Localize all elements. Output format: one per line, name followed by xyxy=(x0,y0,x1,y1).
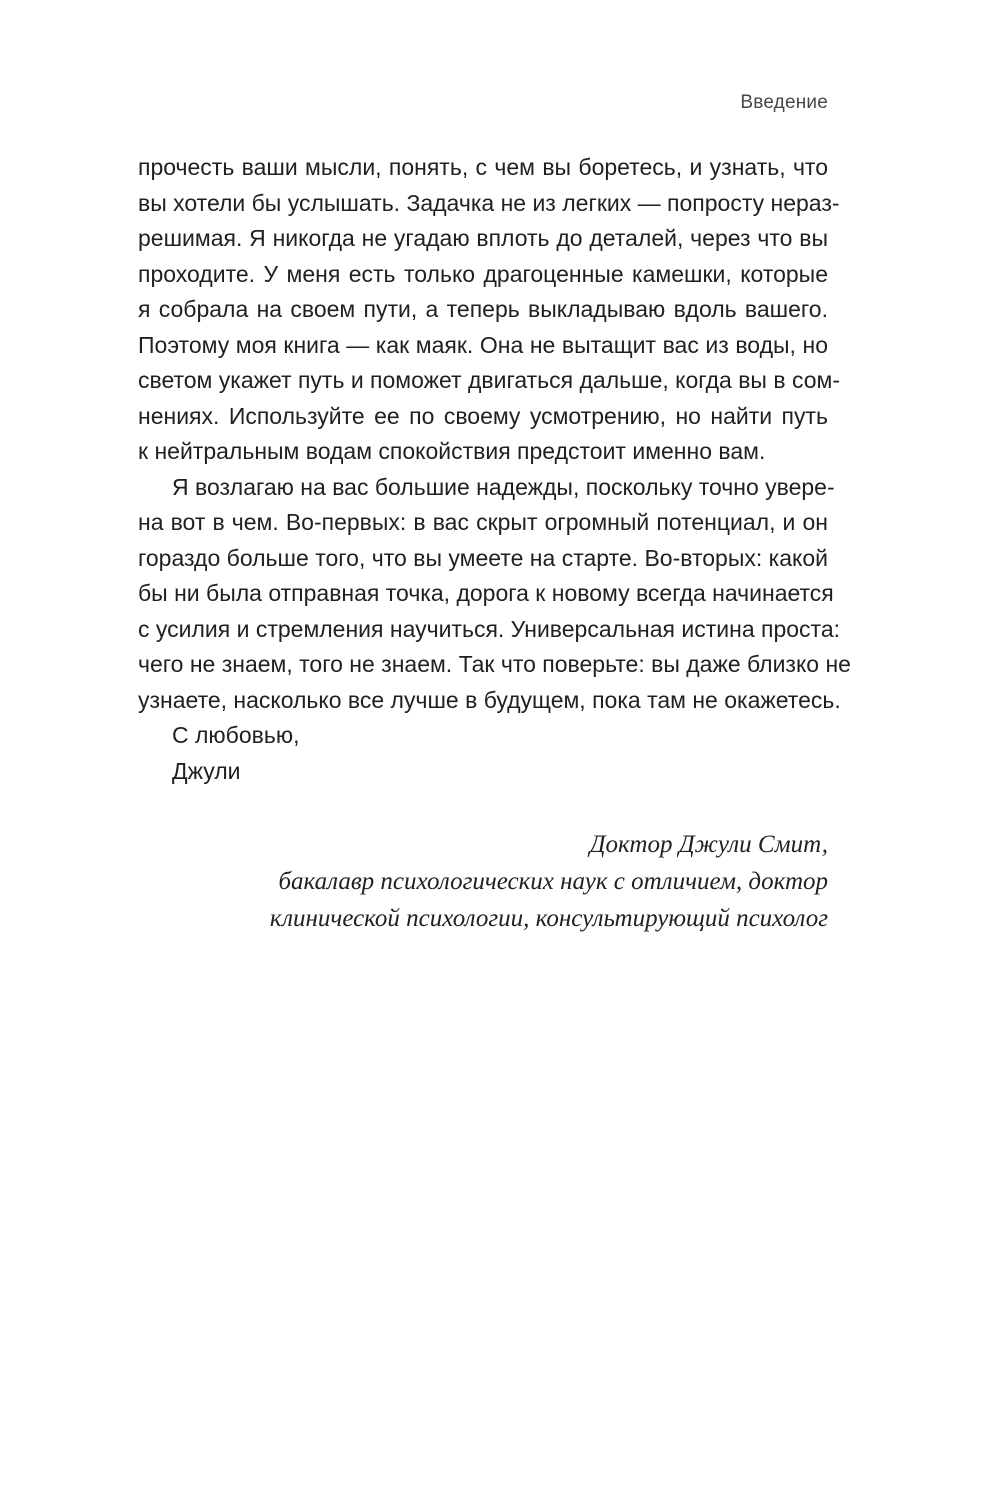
text-line: нениях. Используйте ее по своему усмотрению, но найти путь xyxy=(138,402,828,429)
text-line: светом укажет путь и поможет двигаться дальше, когда вы в сом- xyxy=(138,367,840,393)
text-line: я собрала на своем пути, а теперь выкладываю вдоль вашего. xyxy=(138,296,828,322)
text-line: проходите. У меня есть только драгоценные камешки, которые xyxy=(138,260,828,287)
closing-line: С любовью, xyxy=(172,722,300,748)
signature-credentials: клинической психологии, консультирующий психолог xyxy=(269,905,828,932)
text-line: прочесть ваши мысли, понять, с чем вы боретесь, и узнать, что xyxy=(138,154,828,180)
running-head: Введение xyxy=(740,92,828,113)
signature-name: Доктор Джули Смит, xyxy=(589,831,828,858)
closing-name: Джули xyxy=(172,757,241,784)
text-line: с усилия и стремления научиться. Универсальная истина проста: xyxy=(138,615,840,642)
text-line: вы хотели бы услышать. Задачка не из легких — попросту нераз- xyxy=(138,189,840,216)
body-text xyxy=(138,150,851,789)
text-line: гораздо больше того, что вы умеете на старте. Во-вторых: какой xyxy=(138,544,828,571)
text-line: чего не знаем, того не знаем. Так что поверьте: вы даже близко не xyxy=(138,651,851,677)
text-line: узнаете, насколько все лучше в будущем, пока там не окажетесь. xyxy=(138,686,841,713)
text-line: решимая. Я никогда не угадаю вплоть до деталей, через что вы xyxy=(138,225,828,251)
signature-credentials: бакалавр психологических наук с отличием, доктор xyxy=(278,868,828,895)
text-line: Я возлагаю на вас большие надежды, поскольку точно увере- xyxy=(172,473,835,500)
text-line: Поэтому моя книга — как маяк. Она не вытащит вас из воды, но xyxy=(138,331,828,358)
text-line: на вот в чем. Во-первых: в вас скрыт огромный потенциал, и он xyxy=(138,509,828,535)
text-line: к нейтральным водам спокойствия предстоит именно вам. xyxy=(138,438,766,464)
author-signature xyxy=(270,826,828,937)
text-line: бы ни была отправная точка, дорога к новому всегда начинается xyxy=(138,580,834,606)
